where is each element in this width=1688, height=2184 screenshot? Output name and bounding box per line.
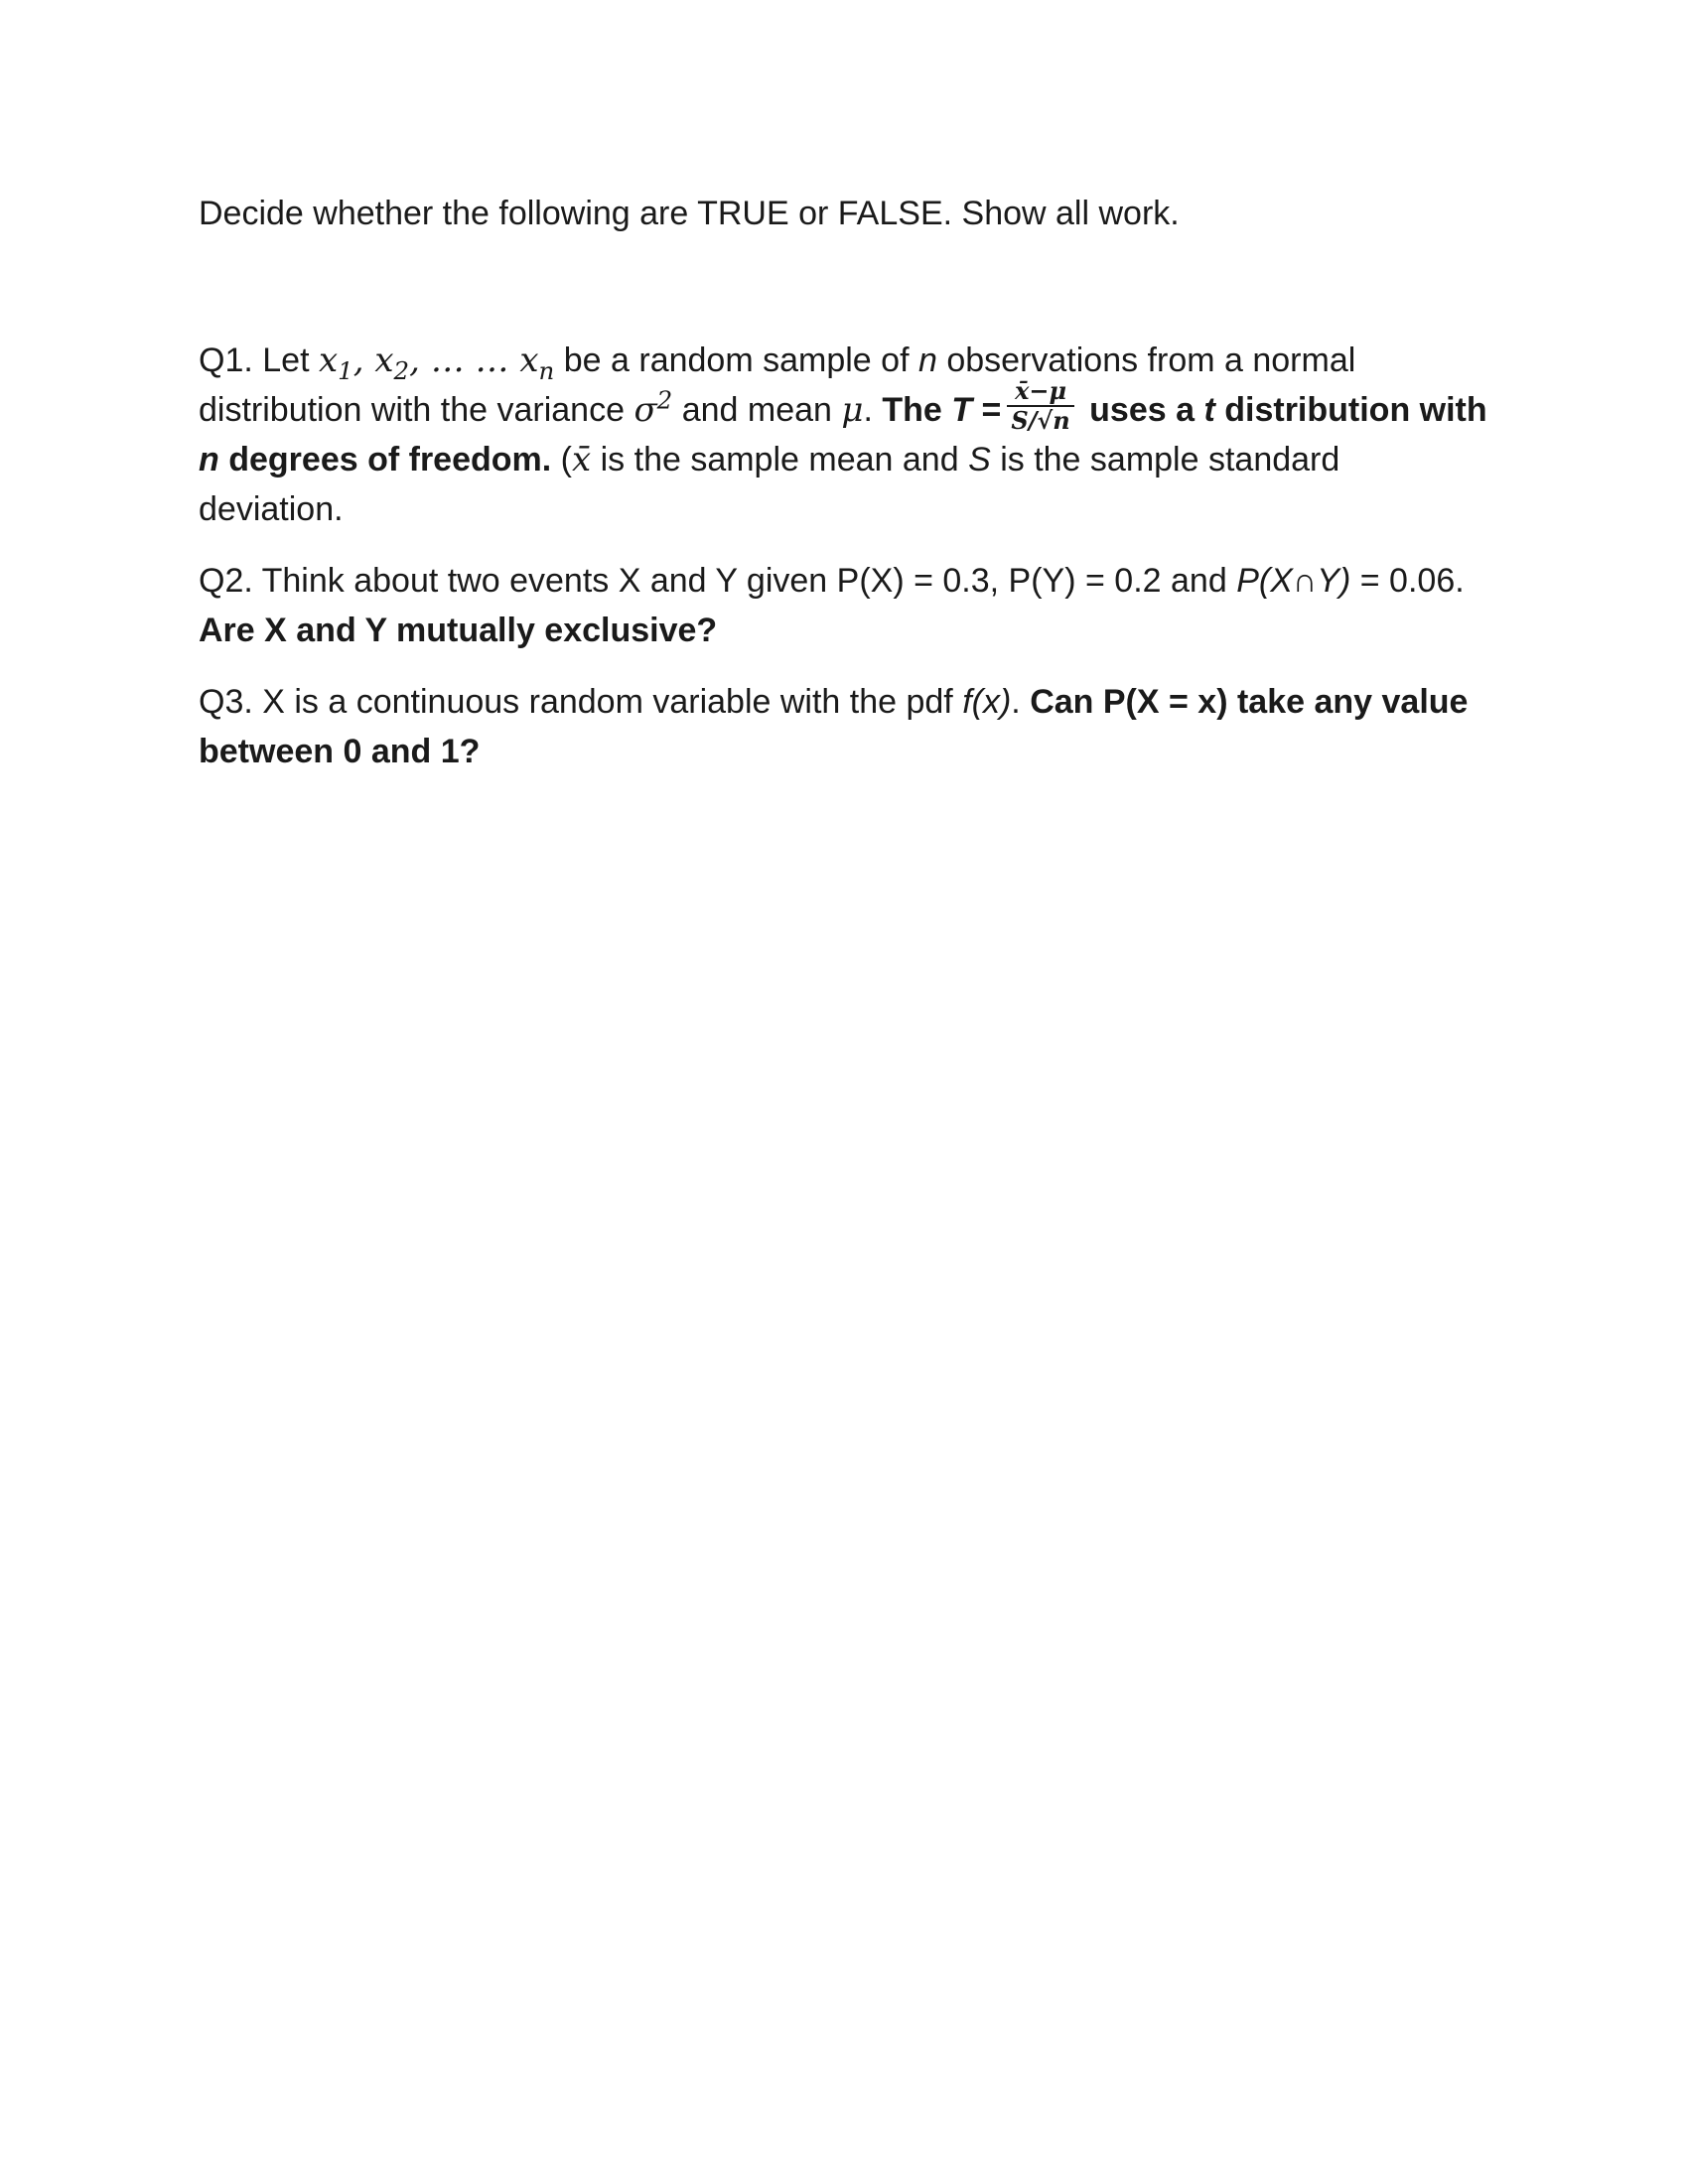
q1-n: n xyxy=(917,341,937,379)
q1-text-f: is the sample standard deviation. xyxy=(199,441,1340,529)
instruction-text: Decide whether the following are TRUE or FALSE. Show all work. xyxy=(199,195,1180,232)
seq-separator: , xyxy=(352,341,375,380)
q2-text-b: = 0.06. xyxy=(1350,562,1465,601)
fraction-numerator: x̄−μ xyxy=(1007,377,1073,407)
sigma: σ xyxy=(633,390,657,430)
q2-intersection: P(X∩Y) xyxy=(1236,562,1351,601)
q1-text-b: observations from a normal distribution with the variance xyxy=(199,341,1356,429)
sample-mean-symbol: x̄ xyxy=(571,440,592,480)
variance-symbol xyxy=(633,385,673,430)
bold-equals: = xyxy=(972,391,1002,429)
sample-sd-symbol: S xyxy=(968,441,991,479)
seq-ellipsis: , … … xyxy=(409,341,520,380)
x1-var: x xyxy=(318,341,339,380)
q1-sample-sequence xyxy=(318,341,555,385)
bold-t: t xyxy=(1203,391,1215,429)
bold-T: T xyxy=(951,391,973,429)
mean-symbol: μ xyxy=(841,390,864,430)
fraction-denominator: S/√n xyxy=(1011,406,1070,436)
question-1 xyxy=(199,336,1489,534)
q1-paren-open: ( xyxy=(551,441,572,479)
q3-text: Q3. X is a continuous random variable with the pdf xyxy=(199,683,963,722)
xn-var: x xyxy=(519,341,539,380)
bold-the: The xyxy=(882,391,952,429)
q3-text-b: . xyxy=(1011,683,1031,722)
q1-text-e: is the sample mean and xyxy=(591,441,969,479)
sigma-exponent: 2 xyxy=(656,385,673,415)
q1-text-d: . xyxy=(863,391,883,429)
bold-dof: degrees of freedom. xyxy=(218,441,552,479)
x2-var: x xyxy=(374,341,394,380)
xn-sub: n xyxy=(538,355,555,385)
document-page xyxy=(199,189,1489,798)
question-2 xyxy=(199,556,1489,655)
q3-pdf: f(x) xyxy=(962,683,1012,722)
question-3 xyxy=(199,677,1489,776)
q2-bold-question: Are X and Y mutually exclusive? xyxy=(199,612,718,650)
x2-sub: 2 xyxy=(393,355,410,385)
bold-uses: uses a xyxy=(1079,391,1204,429)
q1-text-a: be a random sample of xyxy=(554,341,918,379)
t-statistic-fraction xyxy=(1007,377,1073,435)
q3-bold-question: Can P(X = x) take any value between 0 and 1? xyxy=(199,683,1469,771)
x1-sub: 1 xyxy=(338,355,353,385)
q2-text: Q2. Think about two events X and Y given P(X) = 0.3, P(Y) = 0.2 and xyxy=(199,562,1237,601)
bold-n: n xyxy=(199,441,219,479)
q1-prefix: Q1. Let xyxy=(199,341,310,379)
bold-distribution: distribution with xyxy=(1214,391,1487,429)
q1-text-c: and mean xyxy=(672,391,842,429)
